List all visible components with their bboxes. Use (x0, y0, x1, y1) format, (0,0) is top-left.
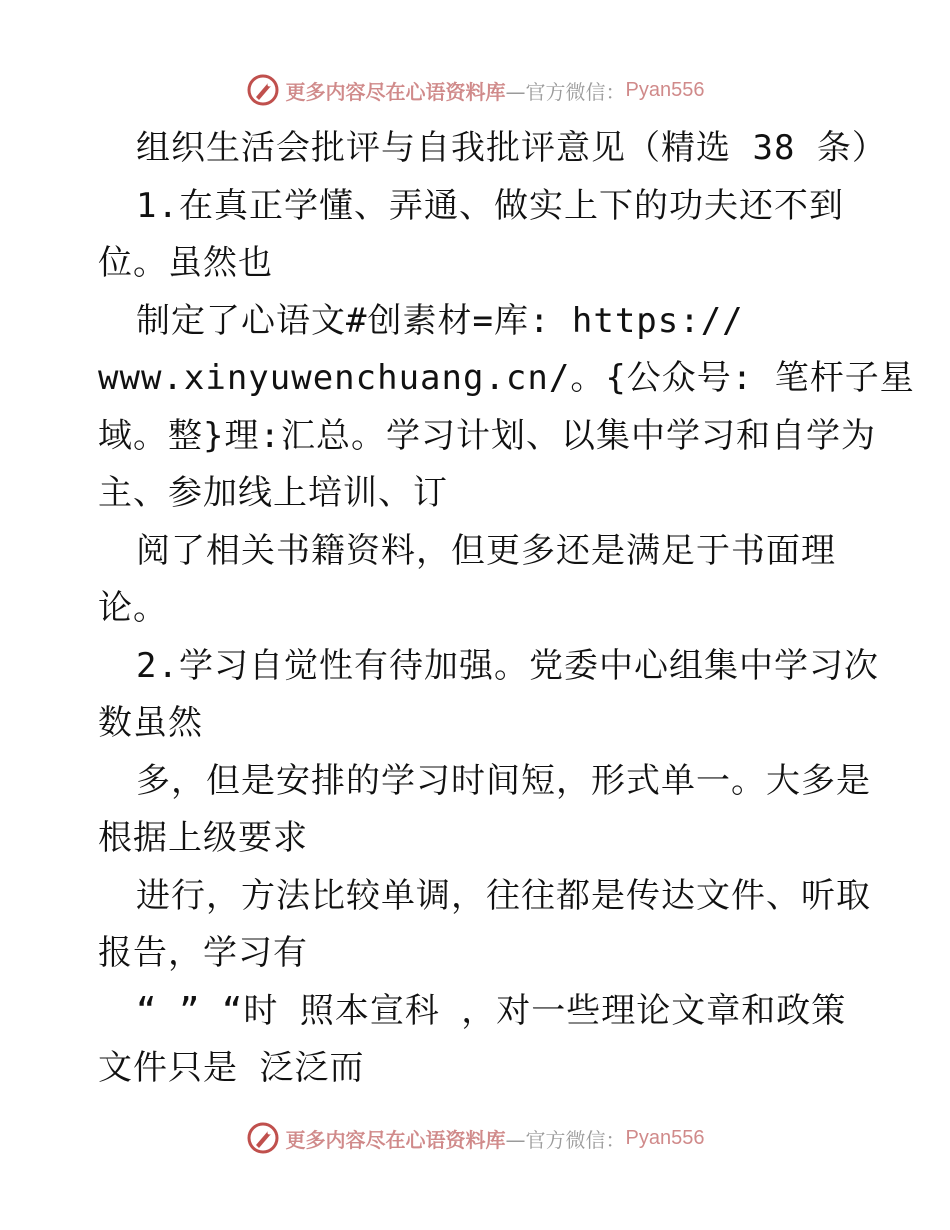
text-line: 主、参加线上培训、订 (98, 473, 448, 513)
text-line: 报告，学习有 (98, 933, 308, 973)
document-body (98, 120, 915, 1098)
header-banner (0, 70, 950, 110)
text-line: 2.学习自觉性有待加强。党委中心组集中学习次 (136, 645, 879, 686)
text-line: www.xinyuwenchuang.cn/。{公众号: 笔杆子星 (98, 358, 915, 398)
pen-nib-logo-icon (246, 1121, 280, 1155)
banner-wechat-handle: Pyan556 (625, 1126, 705, 1149)
text-line: 多，但是安排的学习时间短，形式单一。大多是 (136, 760, 871, 801)
text-line: “ ” “时 照本宣科 ，对一些理论文章和政策 (136, 990, 847, 1031)
banner-sub-text: —官方微信： (505, 1127, 626, 1152)
banner-sub-text: —官方微信： (505, 79, 626, 104)
text-line: 制定了心语文#创素材=库: https:// (136, 300, 744, 341)
footer-banner (0, 1118, 950, 1158)
banner-wechat-handle: Pyan556 (625, 78, 705, 101)
text-line: 论。 (98, 588, 168, 628)
banner-main-text: 更多内容尽在心语资料库 (285, 1127, 506, 1152)
text-line: 进行，方法比较单调，往往都是传达文件、听取 (136, 875, 871, 916)
pen-nib-logo-icon (246, 73, 280, 107)
banner-main-text: 更多内容尽在心语资料库 (285, 79, 506, 104)
text-line: 阅了相关书籍资料，但更多还是满足于书面理 (136, 530, 836, 571)
text-line: 组织生活会批评与自我批评意见（精选 38 条） (136, 128, 887, 168)
text-line: 域。整}理:汇总。学习计划、以集中学习和自学为 (98, 415, 876, 456)
text-line: 文件只是 泛泛而 (98, 1048, 365, 1088)
text-line: 位。虽然也 (98, 243, 273, 283)
text-line: 1.在真正学懂、弄通、做实上下的功夫还不到 (136, 185, 844, 226)
text-line: 数虽然 (98, 703, 203, 743)
text-line: 根据上级要求 (98, 818, 308, 858)
